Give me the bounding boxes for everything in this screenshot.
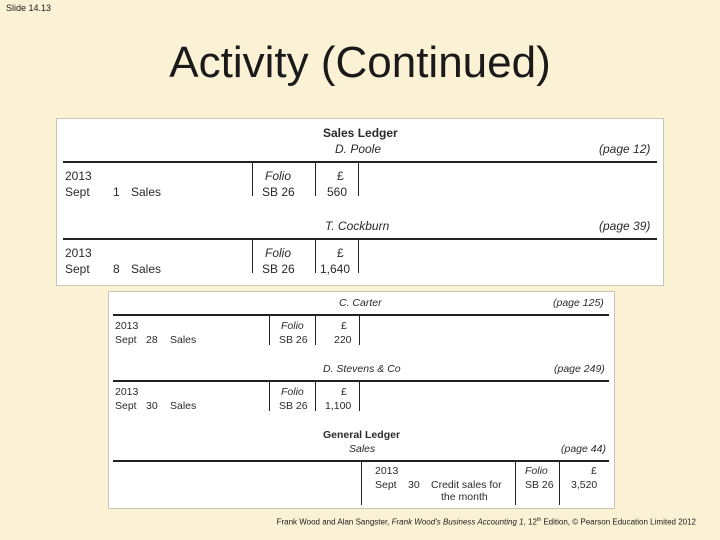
page-ref-cockburn: (page 39) — [599, 219, 651, 233]
entry-month: Sept — [115, 334, 137, 346]
footer-authors: Frank Wood and Alan Sangster, — [276, 517, 392, 527]
entry-folio: SB 26 — [262, 262, 295, 276]
page-ref-sales: (page 44) — [561, 443, 606, 455]
divider-line — [559, 461, 560, 505]
account-rule-poole — [63, 161, 657, 163]
divider-line — [252, 239, 253, 273]
divider-line — [315, 162, 316, 196]
entry-detail-line2: the month — [441, 491, 488, 503]
account-name-carter: C. Carter — [339, 297, 382, 309]
divider-line — [358, 239, 359, 273]
divider-line — [315, 381, 316, 411]
divider-line — [359, 315, 360, 345]
general-ledger-heading: General Ledger — [323, 429, 401, 441]
footer-publisher: Edition, © Pearson Education Limited 2012 — [541, 517, 696, 527]
divider-line — [315, 239, 316, 273]
divider-line — [315, 315, 316, 345]
entry-year: 2013 — [115, 320, 139, 332]
ledger-panel-bottom — [108, 291, 615, 509]
entry-day: 30 — [408, 479, 420, 491]
entry-folio: SB 26 — [262, 185, 295, 199]
amount-header: £ — [341, 320, 347, 332]
entry-month: Sept — [375, 479, 397, 491]
footer-edition-superscript: th — [536, 517, 542, 523]
folio-header: Folio — [281, 320, 304, 332]
page-ref-stevens: (page 249) — [554, 363, 605, 375]
account-name-cockburn: T. Cockburn — [325, 219, 390, 233]
page-ref-poole: (page 12) — [599, 142, 651, 156]
entry-day: 30 — [146, 400, 158, 412]
footer-book-title: Frank Wood's Business Accounting 1 — [391, 517, 524, 527]
entry-amount: 1,100 — [325, 400, 352, 412]
account-name-sales: Sales — [349, 443, 376, 455]
entry-year: 2013 — [115, 386, 139, 398]
divider-line — [269, 315, 270, 345]
account-rule-stevens — [113, 380, 609, 382]
entry-folio: SB 26 — [279, 334, 308, 346]
entry-month: Sept — [65, 185, 90, 199]
entry-month: Sept — [115, 400, 137, 412]
folio-header: Folio — [281, 386, 304, 398]
entry-day: 28 — [146, 334, 158, 346]
entry-folio: SB 26 — [525, 479, 554, 491]
amount-header: £ — [337, 246, 344, 260]
page-ref-carter: (page 125) — [553, 297, 604, 309]
entry-amount: 220 — [334, 334, 352, 346]
amount-header: £ — [591, 465, 597, 477]
entry-amount: 3,520 — [571, 479, 598, 491]
folio-header: Folio — [265, 169, 292, 183]
sales-ledger-heading: Sales Ledger — [323, 126, 398, 140]
entry-year: 2013 — [65, 169, 92, 183]
account-name-poole: D. Poole — [335, 142, 382, 156]
entry-day: 1 — [113, 185, 120, 199]
amount-header: £ — [341, 386, 347, 398]
account-name-stevens: D. Stevens & Co — [323, 363, 401, 375]
entry-day: 8 — [113, 262, 120, 276]
account-rule-cockburn — [63, 238, 657, 240]
divider-line — [515, 461, 516, 505]
divider-line — [269, 381, 270, 411]
account-rule-carter — [113, 314, 609, 316]
entry-folio: SB 26 — [279, 400, 308, 412]
amount-header: £ — [337, 169, 344, 183]
entry-month: Sept — [65, 262, 90, 276]
folio-header: Folio — [525, 465, 548, 477]
folio-header: Folio — [265, 246, 292, 260]
slide-number: Slide 14.13 — [6, 3, 52, 13]
entry-year: 2013 — [375, 465, 399, 477]
entry-amount: 1,640 — [320, 262, 351, 276]
sales-ledger-panel-top — [56, 118, 664, 286]
divider-line — [361, 461, 362, 505]
entry-detail: Sales — [170, 400, 197, 412]
footer-edition: , 12 — [523, 517, 537, 527]
entry-year: 2013 — [65, 246, 92, 260]
divider-line — [252, 162, 253, 196]
entry-detail: Sales — [170, 334, 197, 346]
entry-detail-line1: Credit sales for — [431, 479, 502, 491]
divider-line — [359, 381, 360, 411]
entry-amount: 560 — [327, 185, 348, 199]
slide-title: Activity (Continued) — [169, 38, 551, 87]
divider-line — [358, 162, 359, 196]
footer-citation — [0, 517, 696, 527]
entry-detail: Sales — [131, 185, 162, 199]
entry-detail: Sales — [131, 262, 162, 276]
